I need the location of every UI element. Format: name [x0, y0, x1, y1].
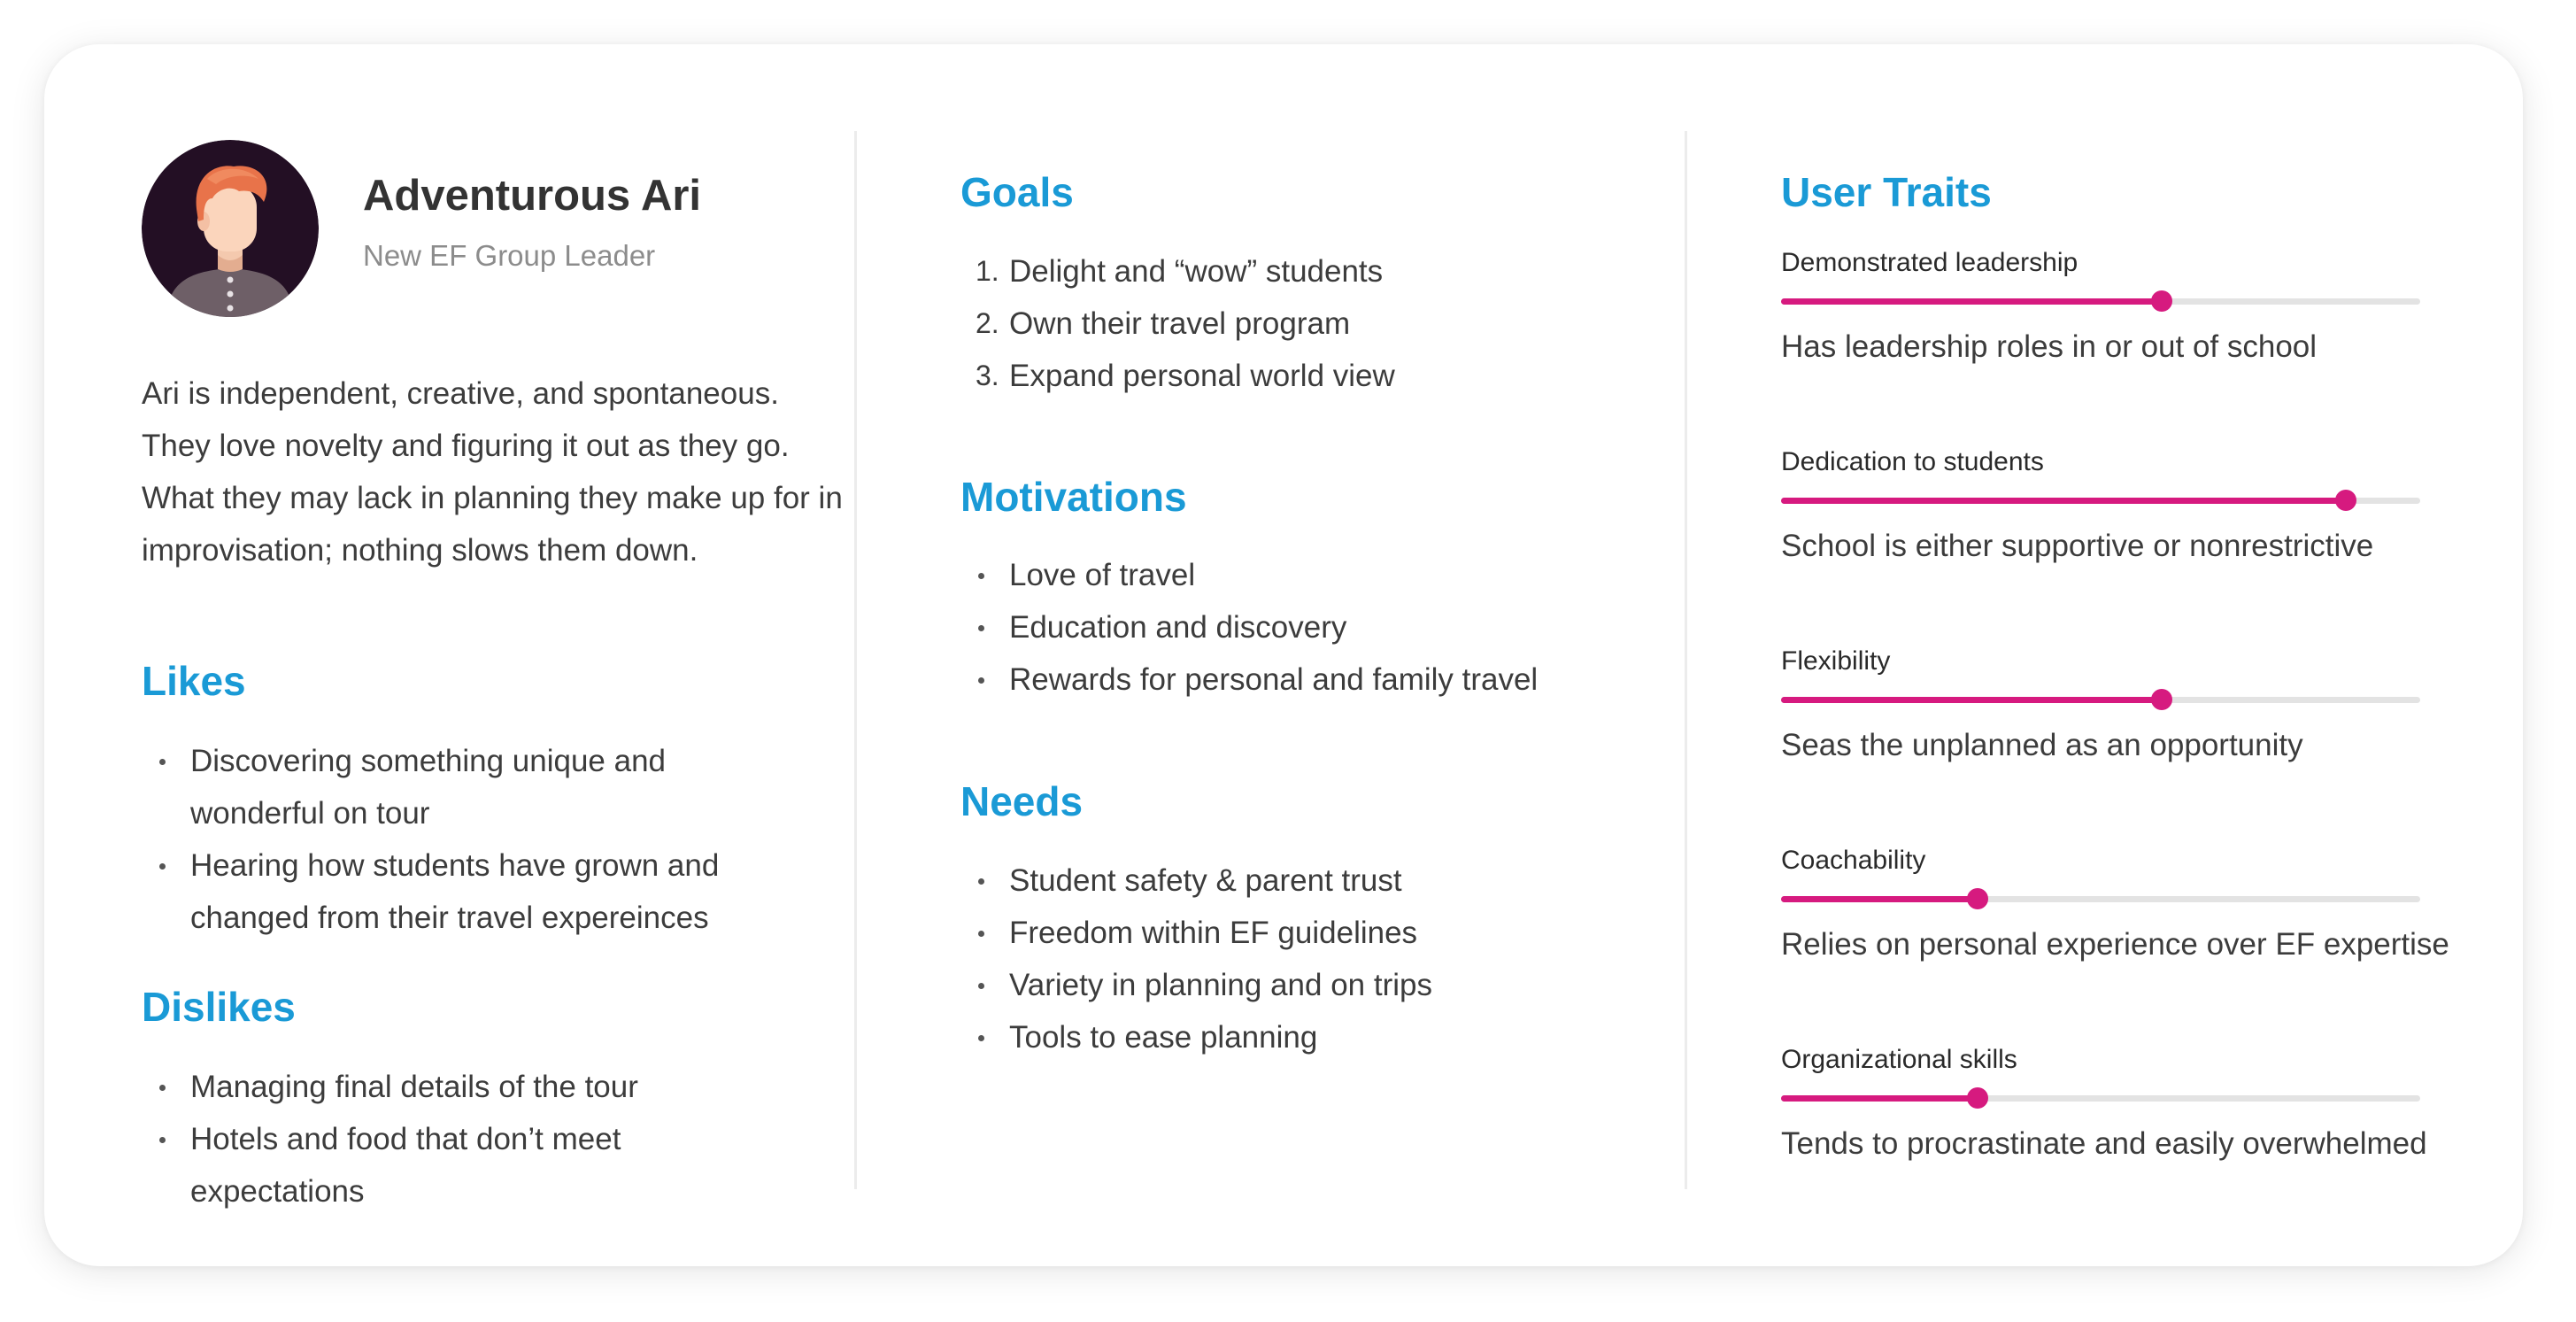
- slider-thumb: [2151, 290, 2172, 312]
- list-item-text: Managing final details of the tour: [190, 1070, 638, 1104]
- dislikes-heading: Dislikes: [142, 984, 296, 1030]
- bullet-icon: [978, 1035, 984, 1041]
- trait-slider: [1781, 697, 2420, 703]
- list-item: [960, 907, 1633, 959]
- list-item-text: Own their travel program: [1009, 306, 1351, 341]
- bullet-icon: [978, 573, 984, 579]
- bullet-icon: [159, 1085, 166, 1091]
- likes-heading: Likes: [142, 658, 246, 704]
- list-item: [960, 959, 1633, 1011]
- trait-label: Flexibility: [1781, 646, 1891, 676]
- goals-heading: Goals: [960, 169, 1074, 215]
- list-item-text: Delight and “wow” students: [1009, 254, 1384, 289]
- bullet-icon: [159, 759, 166, 765]
- persona-name: Adventurous Ari: [363, 172, 702, 220]
- list-number: 3.: [976, 359, 999, 391]
- persona-column: [142, 44, 850, 1266]
- list-item-text: Education and discovery: [1009, 610, 1347, 645]
- list-item: [142, 735, 761, 839]
- bullet-icon: [159, 1137, 166, 1143]
- trait-label: Demonstrated leadership: [1781, 248, 2079, 277]
- list-item-text: Hearing how students have grown and changed from their travel expereinces: [190, 848, 720, 935]
- list-item-text: Hotels and food that don’t meet expectations: [190, 1122, 621, 1209]
- column-divider: [1685, 131, 1687, 1189]
- dislikes-list: [142, 1061, 708, 1218]
- list-item: [960, 1011, 1633, 1063]
- persona-card: [44, 44, 2523, 1266]
- trait-description: School is either supportive or nonrestrictive: [1781, 529, 2374, 563]
- goals-column: [960, 44, 1669, 1266]
- trait-slider: [1781, 298, 2420, 305]
- list-item-text: Expand personal world view: [1009, 359, 1395, 393]
- slider-thumb: [1967, 888, 1988, 909]
- motivations-heading: Motivations: [960, 474, 1187, 520]
- trait-organizational-skills: [1781, 1045, 2427, 1213]
- list-item-text: Student safety & parent trust: [1009, 863, 1402, 898]
- list-item-text: Variety in planning and on trips: [1009, 968, 1432, 1002]
- list-item: [960, 298, 1633, 350]
- list-item-text: Rewards for personal and family travel: [1009, 662, 1539, 697]
- user-avatar-icon: [142, 140, 319, 317]
- trait-slider: [1781, 896, 2420, 902]
- bullet-icon: [978, 983, 984, 989]
- slider-fill: [1781, 298, 2162, 305]
- list-item-text: Tools to ease planning: [1009, 1020, 1318, 1055]
- likes-list: [142, 735, 761, 944]
- trait-description: Has leadership roles in or out of school: [1781, 329, 2318, 364]
- bullet-icon: [978, 931, 984, 937]
- slider-thumb: [1967, 1087, 1988, 1109]
- column-divider: [854, 131, 857, 1189]
- trait-label: Coachability: [1781, 846, 1926, 875]
- trait-description: Relies on personal experience over EF expertise: [1781, 927, 2449, 962]
- list-item: [960, 245, 1633, 298]
- trait-label: Dedication to students: [1781, 447, 2044, 476]
- list-item: [960, 350, 1633, 402]
- needs-heading: Needs: [960, 778, 1084, 824]
- trait-description: Tends to procrastinate and easily overwhelmed: [1781, 1126, 2427, 1161]
- slider-fill: [1781, 896, 1978, 902]
- list-item: [142, 1061, 708, 1113]
- bullet-icon: [978, 677, 984, 684]
- trait-slider: [1781, 1095, 2420, 1102]
- goals-list: [960, 245, 1633, 402]
- list-item-text: Love of travel: [1009, 558, 1196, 592]
- list-number: 2.: [976, 307, 999, 339]
- slider-thumb: [2335, 490, 2356, 511]
- list-item: [960, 854, 1633, 907]
- traits-heading: User Traits: [1781, 169, 1992, 215]
- slider-fill: [1781, 697, 2162, 703]
- list-item-text: Discovering something unique and wonderful on tour: [190, 744, 666, 831]
- slider-thumb: [2151, 689, 2172, 710]
- trait-coachability: [1781, 846, 2449, 1014]
- list-item: [960, 601, 1633, 653]
- list-item: [142, 1113, 708, 1218]
- list-item-text: Freedom within EF guidelines: [1009, 916, 1418, 950]
- bullet-icon: [159, 863, 166, 870]
- traits-column: [1781, 44, 2449, 1266]
- needs-list: [960, 854, 1633, 1063]
- trait-dedication-to-students: [1781, 447, 2427, 615]
- list-item: [960, 653, 1633, 706]
- slider-fill: [1781, 1095, 1978, 1102]
- trait-slider: [1781, 498, 2420, 504]
- bullet-icon: [978, 878, 984, 885]
- list-item: [142, 839, 761, 944]
- trait-description: Seas the unplanned as an opportunity: [1781, 728, 2303, 762]
- motivations-list: [960, 549, 1633, 706]
- slider-fill: [1781, 498, 2346, 504]
- list-item: [960, 549, 1633, 601]
- bullet-icon: [978, 625, 984, 631]
- trait-label: Organizational skills: [1781, 1045, 2017, 1074]
- trait-demonstrated-leadership: [1781, 248, 2427, 416]
- list-number: 1.: [976, 255, 999, 287]
- persona-role: New EF Group Leader: [363, 239, 656, 272]
- trait-flexibility: [1781, 646, 2427, 815]
- persona-bio: Ari is independent, creative, and spontaneous. They love novelty and figuring it out as they go. What they may lack in planning they make up for in improvisation; nothing slows them down.: [142, 376, 843, 568]
